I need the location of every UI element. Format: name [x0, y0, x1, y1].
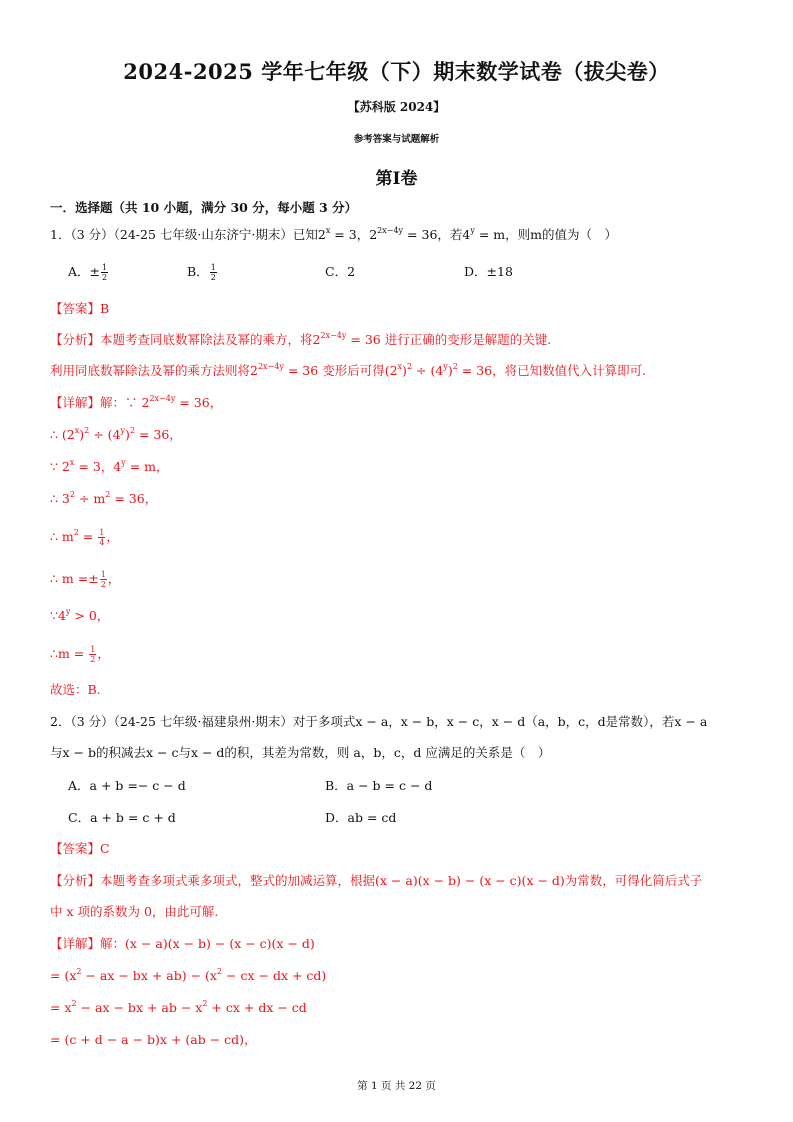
q2-stem-line2: 与x − b的积减去x − c与x − d的积，其差为常数，则 a，b，c，d 应满足的关系是（ ）	[50, 745, 551, 760]
fraction: $\frac{1}{2}$	[102, 263, 108, 282]
q1-conclusion: 故选：B.	[50, 682, 101, 697]
q1-detail-step1: 【详解】解：∵ $2^{2x-4y} = 36$，	[50, 394, 223, 410]
q1-option-d: D．±18	[464, 264, 513, 279]
fraction: $\frac{1}{2}$	[210, 263, 216, 282]
q2-option-a: A．a + b =− c − d	[68, 778, 186, 793]
q1-analysis-line1: 【分析】本题考查同底数幂除法及幂的乘方，将$2^{2x-4y} = 36$ 进行正确的变形是解题的关键.	[50, 331, 552, 347]
q1-detail-step3: ∵ $2^x = 3$，$4^y = m$，	[50, 458, 169, 474]
q1-option-b: B． $\frac{1}{2}$	[187, 263, 216, 282]
q1-option-a: A．± $\frac{1}{2}$	[68, 263, 108, 282]
q1-detail-step5: ∴ $m^2$ = $\frac{1}{4}$ ，	[50, 528, 119, 547]
q1-detail-step8: ∴m = $\frac{1}{2}$ ，	[50, 645, 110, 664]
q1-option-c: C．2	[325, 264, 356, 279]
q2-answer: 【答案】C	[50, 841, 110, 856]
q2-detail-step4: = (c + d − a − b)x + (ab − cd)，	[50, 1032, 257, 1047]
section-heading: 一．选择题（共 10 小题，满分 30 分，每小题 3 分）	[50, 200, 358, 215]
fraction: $\frac{1}{2}$	[90, 645, 96, 664]
q2-option-c: C．a + b = c + d	[68, 810, 176, 825]
q2-detail-step3: = $x^2$ − ax − bx + ab − $x^2$ + cx + dx − cd	[50, 999, 307, 1015]
q1-detail-step6: ∴ m =± $\frac{1}{2}$ ，	[50, 570, 121, 589]
fraction: $\frac{1}{2}$	[100, 570, 106, 589]
q2-option-d: D．ab = cd	[325, 810, 397, 825]
q1-stem: 1．（3 分）（24-25 七年级·山东济宁·期末）已知$2^x = 3$，$2^{2x-4y} = 36$，若$4^y = m$，则m的值为（ ）	[50, 226, 618, 242]
q1-detail-step2: ∴ $(2^x)^2 \div (4^y)^2 = 36$，	[50, 426, 182, 442]
q2-analysis-line1: 【分析】本题考查多项式乘多项式，整式的加减运算，根据(x − a)(x − b) − (x − c)(x − d)为常数，可得化简后式子	[50, 873, 703, 888]
q1-detail-step4: ∴ $3^2 \div m^2 = 36$，	[50, 490, 158, 506]
q2-option-b: B．a − b = c − d	[325, 778, 433, 793]
page-footer: 第 1 页 共 22 页	[357, 1080, 436, 1092]
volume-heading: 第Ⅰ卷	[375, 169, 418, 189]
q1-answer: 【答案】B	[50, 301, 110, 316]
q2-stem-line1: 2．（3 分）（24-25 七年级·福建泉州·期末）对于多项式x − a，x − b，x − c，x − d（a，b，c，d是常数），若x − a	[50, 714, 708, 729]
edition-label: 【苏科版 2024】	[347, 100, 446, 114]
q1-analysis-line2: 利用同底数幂除法及幂的乘方法则将$2^{2x-4y} = 36$ 变形后可得$(2^x)^2 \div (4^y)^2 = 36$，将已知数值代入计算即可.	[50, 362, 647, 378]
fraction: $\frac{1}{4}$	[99, 528, 105, 547]
document-subtitle: 参考答案与试题解析	[353, 134, 440, 145]
q2-detail-step2: = ($x^2$ − ax − bx + $ab) - (x^2$ − cx − dx + cd)	[50, 967, 327, 983]
q2-detail-step1: 【详解】解：(x − a)(x − b) − (x − c)(x − d)	[50, 936, 315, 951]
q2-analysis-line2: 中 x 项的系数为 0，由此可解.	[50, 904, 219, 919]
document-title: 2024-2025 学年七年级（下）期末数学试卷（拔尖卷）	[123, 59, 670, 84]
q1-detail-step7: $\because 4^y > 0$，	[50, 607, 110, 623]
